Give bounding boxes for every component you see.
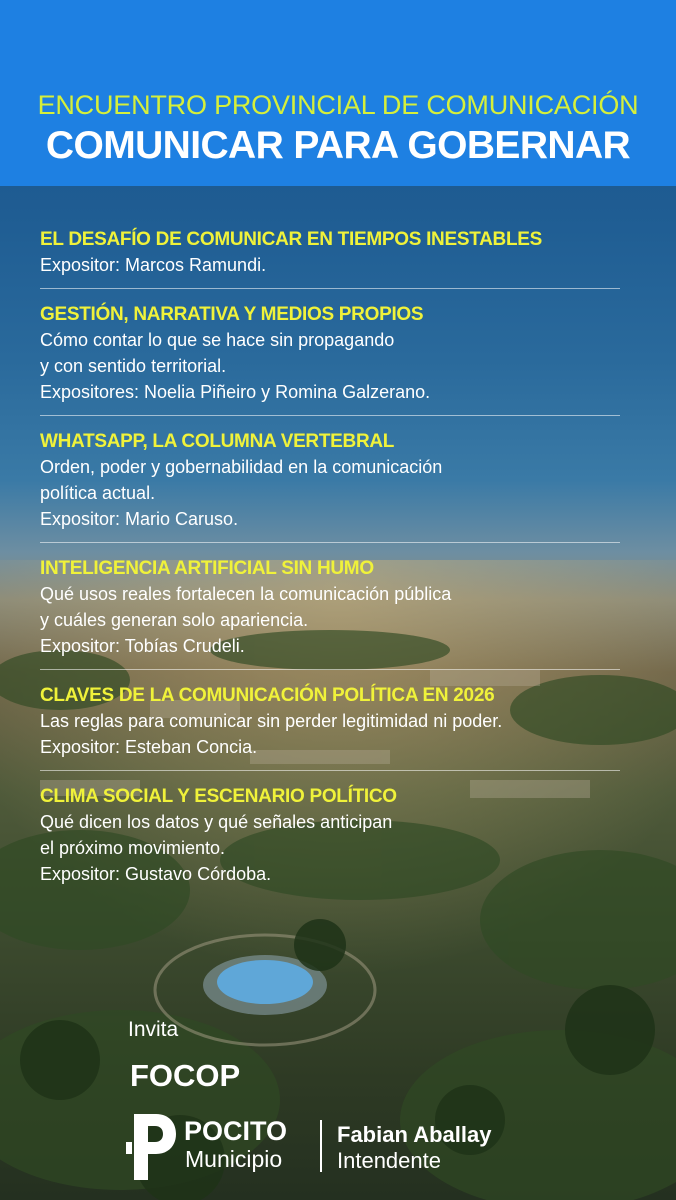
session-description: Qué dicen los datos y qué señales anticipan [40,812,393,832]
session-title: CLIMA SOCIAL Y ESCENARIO POLÍTICO [40,786,397,807]
session-title: WHATSAPP, LA COLUMNA VERTEBRAL [40,431,395,452]
session-speaker: Expositor: Marcos Ramundi. [40,255,267,275]
session-title: EL DESAFÍO DE COMUNICAR EN TIEMPOS INESTABLES [40,229,543,250]
footer-divider [320,1120,322,1172]
event-supertitle: ENCUENTRO PROVINCIAL DE COMUNICACIÓN [37,90,639,120]
session-description: Qué usos reales fortalecen la comunicación pública [40,584,452,604]
invita-label: Invita [128,1018,179,1041]
session-description: y cuáles generan solo apariencia. [40,610,309,630]
session-item [40,557,620,670]
pocito-logo-icon [126,1108,178,1184]
session-speaker: Expositor: Gustavo Córdoba. [40,864,272,884]
intendente-role: Intendente [337,1148,441,1173]
session-description: política actual. [40,483,156,503]
session-title: INTELIGENCIA ARTIFICIAL SIN HUMO [40,558,374,579]
session-description: Cómo contar lo que se hace sin propagando [40,330,395,350]
session-item [40,684,620,771]
session-speaker: Expositor: Tobías Crudeli. [40,636,245,656]
session-item [40,303,620,416]
session-description: el próximo movimiento. [40,838,226,858]
intendente-name: Fabian Aballay [337,1122,492,1147]
session-description: Orden, poder y gobernabilidad en la comunicación [40,457,443,477]
session-speaker: Expositor: Esteban Concia. [40,737,258,757]
event-title: COMUNICAR PARA GOBERNAR [45,124,631,167]
session-speaker: Expositor: Mario Caruso. [40,509,239,529]
sessions-list [40,228,620,911]
session-item [40,785,620,897]
municipio-label: Municipio [185,1146,283,1172]
pocito-wordmark: POCITO [184,1116,288,1146]
session-title: CLAVES DE LA COMUNICACIÓN POLÍTICA EN 2026 [40,685,495,706]
session-description: y con sentido territorial. [40,356,227,376]
session-description: Las reglas para comunicar sin perder legitimidad ni poder. [40,711,503,731]
session-item [40,228,620,289]
session-title: GESTIÓN, NARRATIVA Y MEDIOS PROPIOS [40,304,424,325]
session-speaker: Expositores: Noelia Piñeiro y Romina Galzerano. [40,382,431,402]
focop-name: FOCOP [130,1058,241,1093]
session-item [40,430,620,543]
